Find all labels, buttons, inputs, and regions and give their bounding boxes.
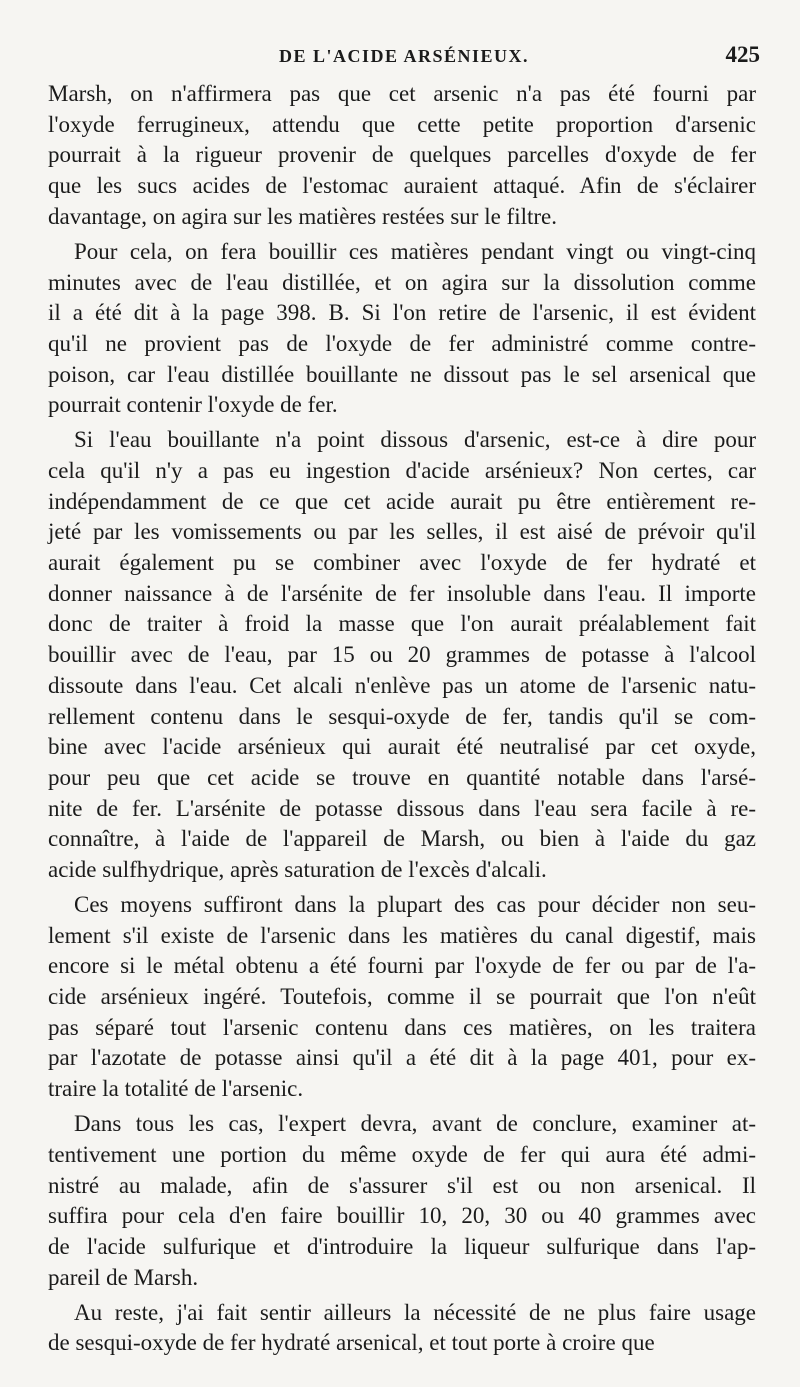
text-line: que les sucs acides de l'estomac auraient attaqué. Afin de s'éclairer <box>48 173 756 199</box>
text-line: nite de fer. L'arsénite de potasse dissous dans l'eau sera facile à re- <box>48 795 756 821</box>
text-line: donner naissance à de l'arsénite de fer insoluble dans l'eau. Il importe <box>48 580 756 606</box>
text-line: nistré au malade, afin de s'assurer s'il est ou non arsenical. Il <box>48 1172 756 1198</box>
text-line: jeté par les vomissements ou par les selles, il est aisé de prévoir qu'il <box>48 519 756 545</box>
text-line: qu'il ne provient pas de l'oxyde de fer administré comme contre- <box>48 330 756 356</box>
text-line: l'oxyde ferrugineux, attendu que cette petite proportion d'arsenic <box>48 111 756 137</box>
text-line: cela qu'il n'y a pas eu ingestion d'acide arsénieux? Non certes, car <box>48 458 756 484</box>
text-line: pourrait à la rigueur provenir de quelques parcelles d'oxyde de fer <box>48 142 756 168</box>
text-line: aurait également pu se combiner avec l'oxyde de fer hydraté et <box>48 550 756 576</box>
text-line: acide sulfhydrique, après saturation de l'excès d'alcali. <box>48 856 547 882</box>
text-line: rellement contenu dans le sesqui-oxyde de fer, tandis qu'il se com- <box>48 703 756 729</box>
text-line: tentivement une portion du même oxyde de fer qui aura été admi- <box>48 1141 756 1167</box>
text-line: Ces moyens suffiront dans la plupart des cas pour décider non seu- <box>74 892 756 918</box>
text-line: pas séparé tout l'arsenic contenu dans ces matières, on les traitera <box>48 1014 756 1040</box>
text-line: par l'azotate de potasse ainsi qu'il a été dit à la page 401, pour ex- <box>48 1045 756 1071</box>
text-line: Dans tous les cas, l'expert devra, avant de conclure, examiner at- <box>74 1111 756 1137</box>
text-line: traire la totalité de l'arsenic. <box>48 1076 304 1102</box>
text-line: bouillir avec de l'eau, par 15 ou 20 grammes de potasse à l'alcool <box>48 642 756 668</box>
body-text <box>48 79 756 1359</box>
text-line: bine avec l'acide arsénieux qui aurait été neutralisé par cet oxyde, <box>48 734 756 760</box>
text-line: minutes avec de l'eau distillée, et on agira sur la dissolution comme <box>48 269 756 295</box>
text-line: pareil de Marsh. <box>48 1264 199 1290</box>
text-line: Si l'eau bouillante n'a point dissous d'arsenic, est-ce à dire pour <box>74 427 756 453</box>
text-line: suffira pour cela d'en faire bouillir 10, 20, 30 ou 40 grammes avec <box>48 1203 756 1229</box>
text-line: encore si le métal obtenu a été fourni par l'oxyde de fer ou par de l'a- <box>48 953 756 979</box>
text-line: poison, car l'eau distillée bouillante ne dissout pas le sel arsenical que <box>48 361 756 387</box>
text-line: Pour cela, on fera bouillir ces matières pendant vingt ou vingt-cinq <box>74 238 756 264</box>
text-line: connaître, à l'aide de l'appareil de Marsh, ou bien à l'aide du gaz <box>48 826 756 852</box>
text-line: Marsh, on n'affirmera pas que cet arsenic n'a pas été fourni par <box>48 81 756 106</box>
text-line: lement s'il existe de l'arsenic dans les matières du canal digestif, mais <box>48 922 756 948</box>
text-line: pourrait contenir l'oxyde de fer. <box>48 392 338 418</box>
page-number: 425 <box>725 42 760 67</box>
text-line: il a été dit à la page 398. B. Si l'on retire de l'arsenic, il est évident <box>48 300 756 326</box>
text-line: davantage, on agira sur les matières restées sur le filtre. <box>48 203 557 229</box>
text-line: de sesqui-oxyde de fer hydraté arsenical, et tout porte à croire que <box>48 1330 655 1356</box>
text-line: Au reste, j'ai fait sentir ailleurs la nécessité de ne plus faire usage <box>74 1299 756 1325</box>
text-line: indépendamment de ce que cet acide aurait pu être entièrement re- <box>48 488 756 514</box>
text-line: pour peu que cet acide se trouve en quantité notable dans l'arsé- <box>48 764 756 790</box>
text-line: cide arsénieux ingéré. Toutefois, comme il se pourrait que l'on n'eût <box>48 984 756 1010</box>
running-head: DE L'ACIDE ARSÉNIEUX. <box>278 46 530 66</box>
text-line: dissoute dans l'eau. Cet alcali n'enlève pas un atome de l'arsenic natu- <box>48 672 756 698</box>
text-line: donc de traiter à froid la masse que l'on aurait préalablement fait <box>48 611 756 637</box>
page-header <box>48 42 760 72</box>
text-line: de l'acide sulfurique et d'introduire la liqueur sulfurique dans l'ap- <box>48 1234 756 1259</box>
